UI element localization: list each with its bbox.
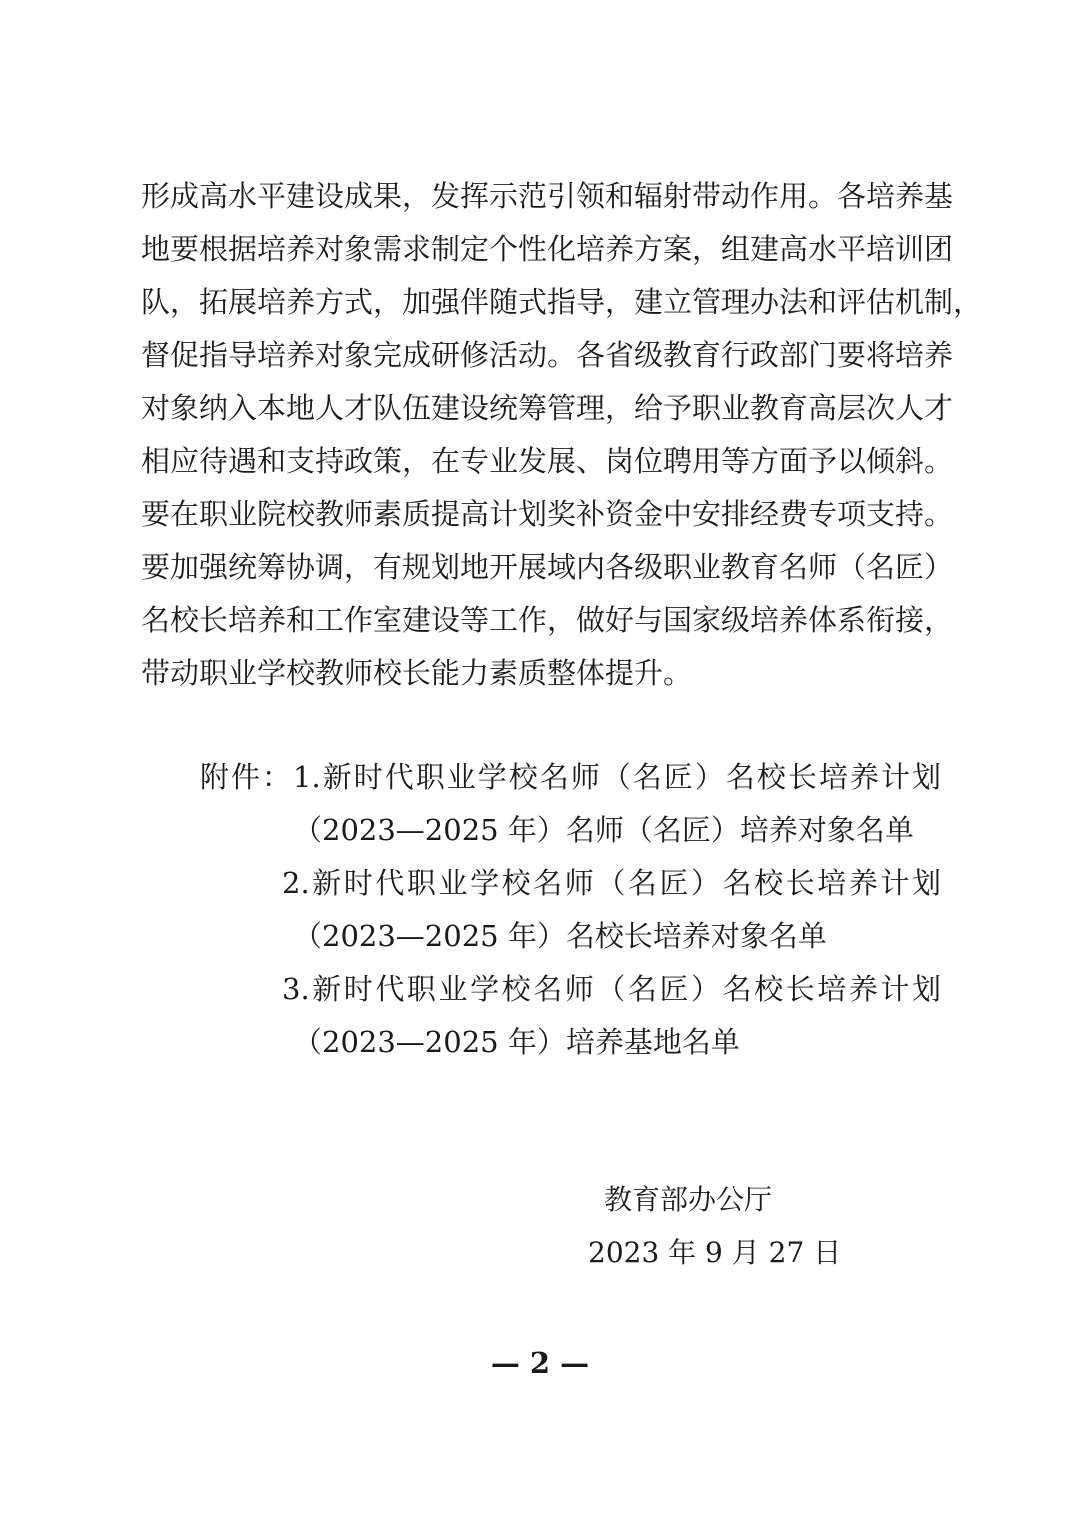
body-line: 对象纳入本地人才队伍建设统筹管理，给予职业教育高层次人才 — [141, 391, 954, 425]
attachment-subtitle: （2023—2025 年）名校长培养对象名单 — [293, 919, 827, 953]
body-line: 名校长培养和工作室建设等工作，做好与国家级培养体系衔接， — [141, 603, 954, 637]
body-line: 形成高水平建设成果，发挥示范引领和辐射带动作用。各培养基 — [141, 179, 954, 213]
body-line: 相应待遇和支持政策，在专业发展、岗位聘用等方面予以倾斜。 — [141, 444, 954, 478]
attachment-item-3: 3.新时代职业学校名师（名匠）名校长培养计划 — [282, 972, 941, 1006]
body-line: 地要根据培养对象需求制定个性化培养方案，组建高水平培训团 — [141, 232, 954, 266]
body-line: 要加强统筹协调，有规划地开展域内各级职业教育名师（名匠） — [141, 550, 954, 584]
attachment-subtitle: （2023—2025 年）培养基地名单 — [293, 1025, 740, 1059]
body-line: 要在职业院校教师素质提高计划奖补资金中安排经费专项支持。 — [141, 497, 954, 531]
attachment-title: 1.新时代职业学校名师（名匠）名校长培养计划 — [293, 760, 941, 794]
body-line: 队，拓展培养方式，加强伴随式指导，建立管理办法和评估机制， — [141, 285, 983, 319]
attachment-item-2: 2.新时代职业学校名师（名匠）名校长培养计划 — [282, 866, 941, 900]
attachment-subtitle: （2023—2025 年）名师（名匠）培养对象名单 — [293, 813, 914, 847]
page-number: — 2 — — [490, 1346, 590, 1380]
attachments-label: 附件： — [200, 760, 294, 794]
attachment-item-1 — [200, 757, 941, 797]
issue-date: 2023 年 9 月 27 日 — [588, 1236, 842, 1269]
body-line: 督促指导培养对象完成研修活动。各省级教育行政部门要将培养 — [141, 338, 954, 372]
body-line: 带动职业学校教师校长能力素质整体提升。 — [141, 656, 693, 690]
issuer: 教育部办公厅 — [604, 1183, 773, 1216]
